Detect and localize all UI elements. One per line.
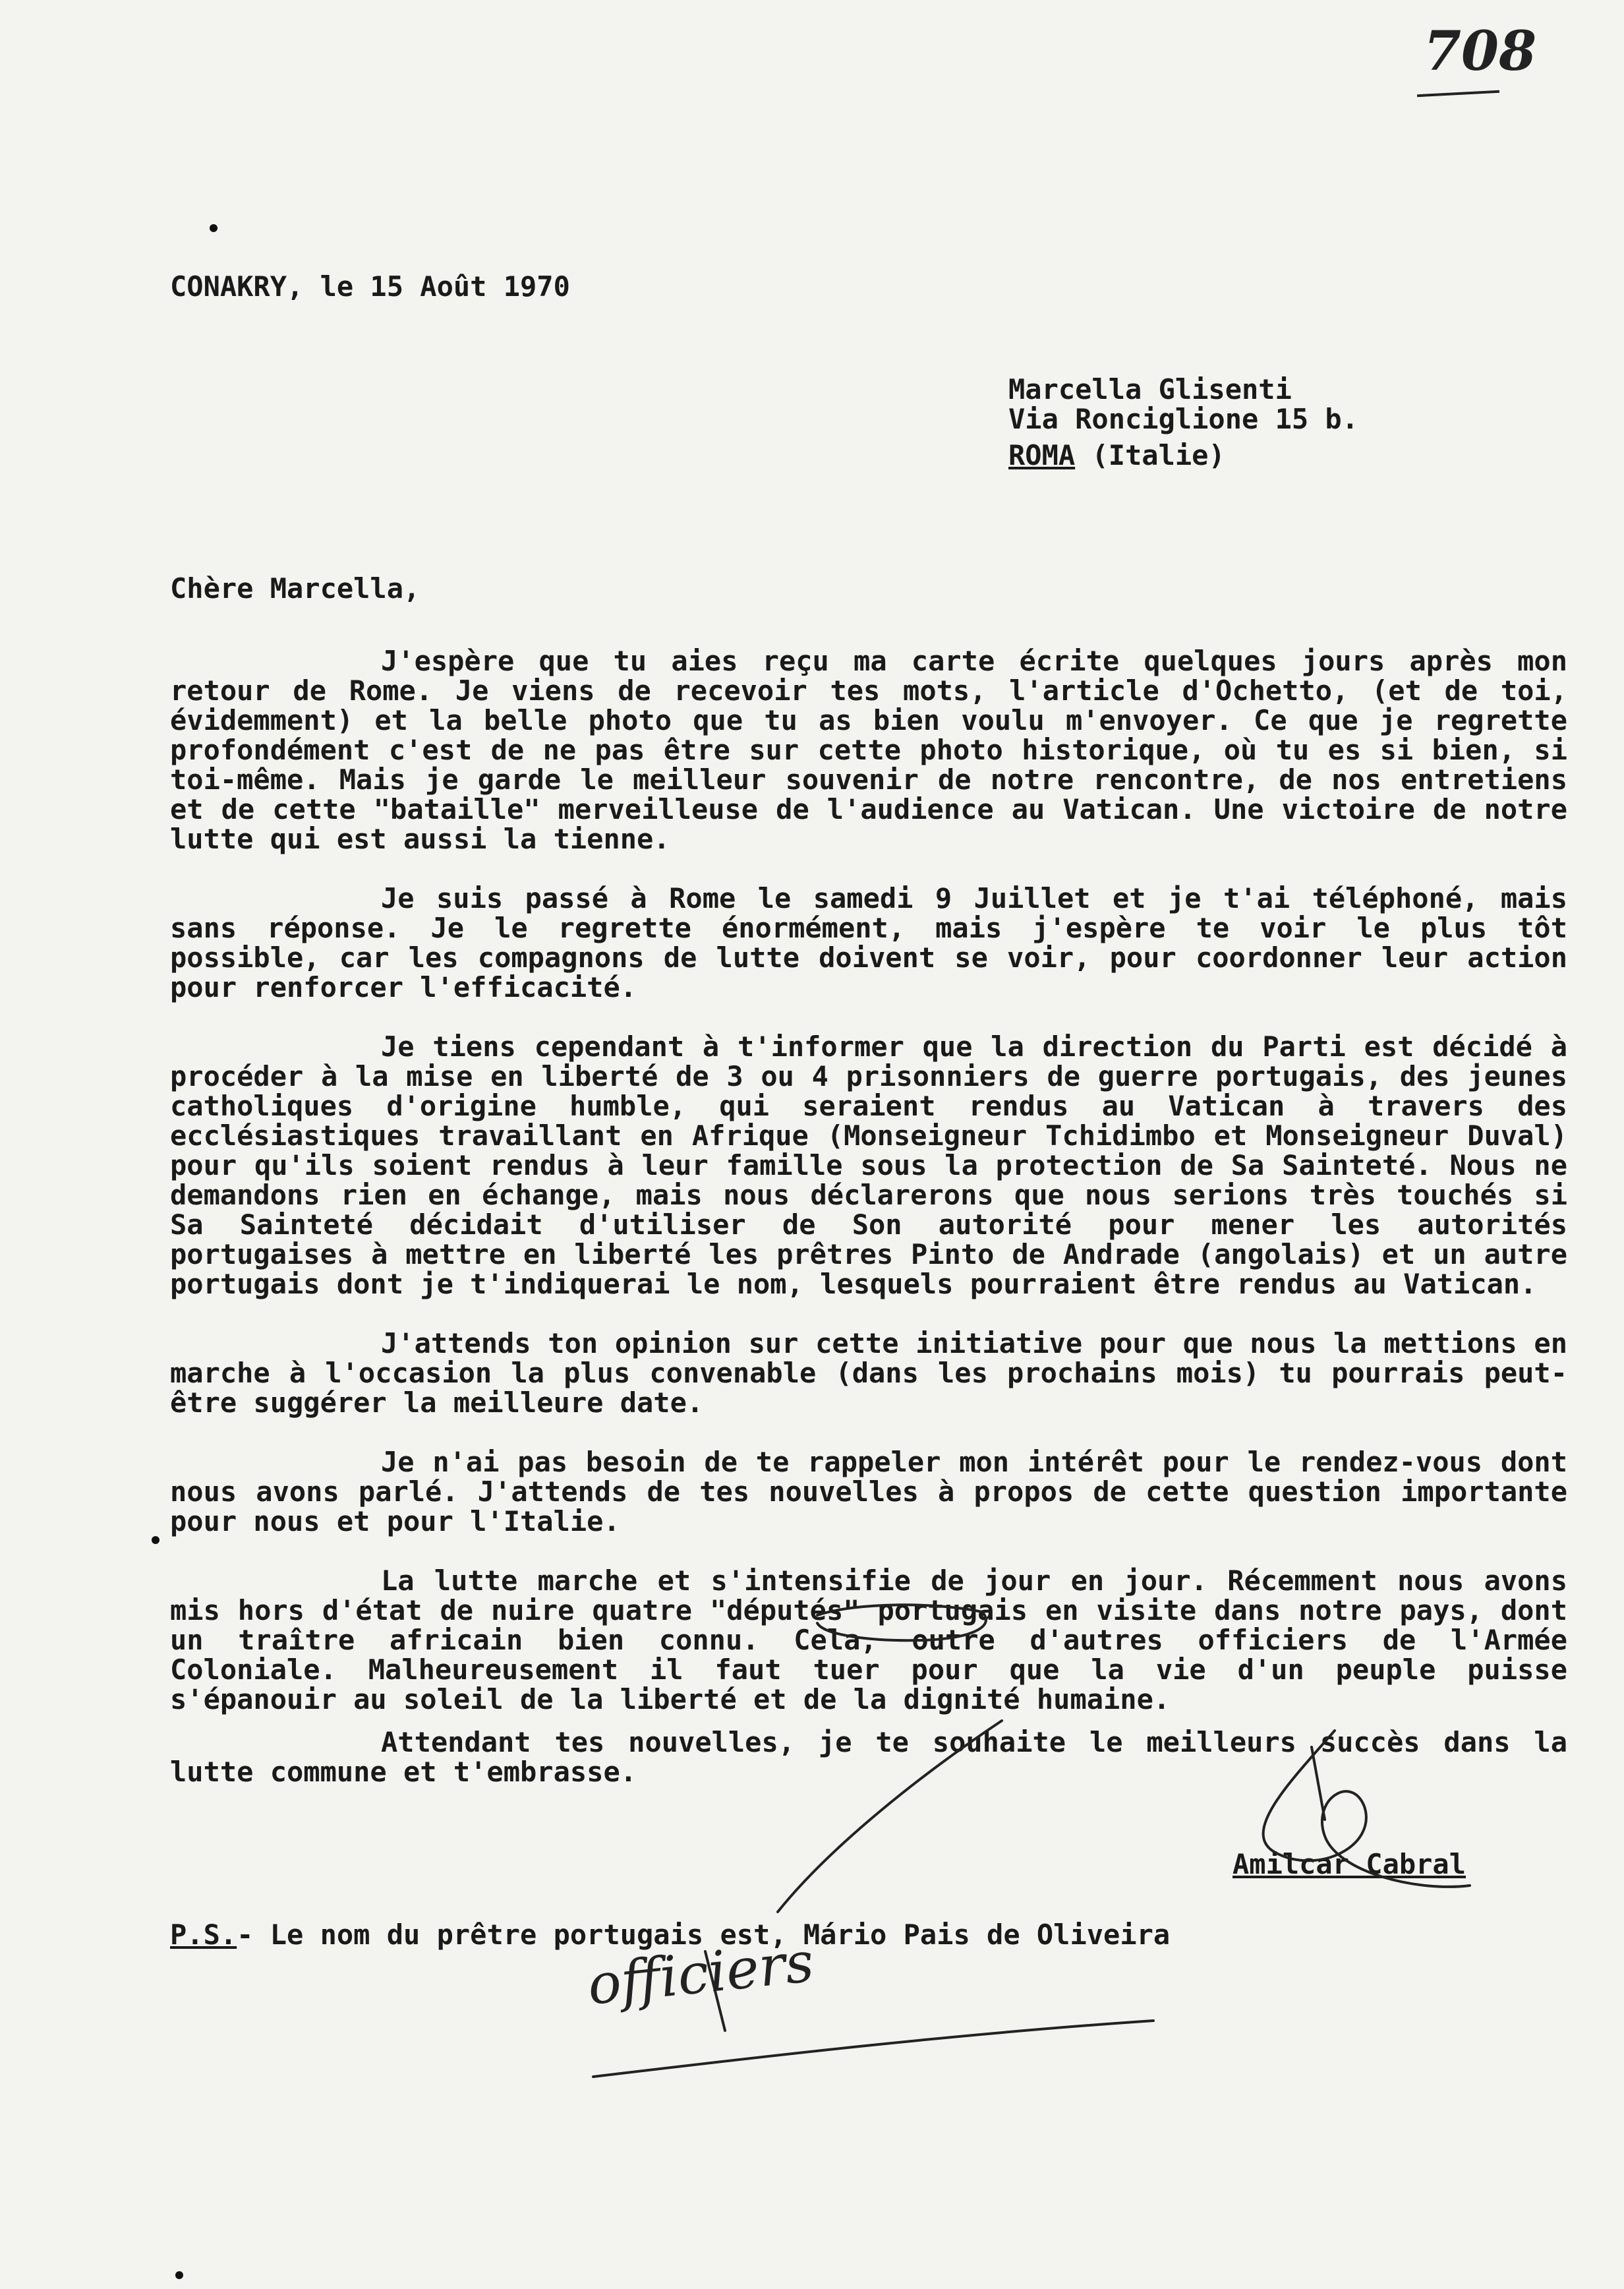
folio-number: 708: [1424, 20, 1537, 83]
folio-underline: [1417, 90, 1499, 98]
letter-body: [170, 646, 1567, 1744]
dateline: CONAKRY, le 15 Août 1970: [170, 270, 570, 303]
ink-speck: [175, 2271, 183, 2279]
paragraph-1: J'espère que tu aies reçu ma carte écrite quelques jours après mon retour de Rome. Je viens de recevoir tes mots, l'article d'Ochetto, (et de toi, évidemment) et la belle photo que tu as bien voulu m'envoyer. Ce que je regrette profondément c'est de ne pas être sur cette photo historique, où tu es si bien, si toi-même. Mais je garde le meilleur souvenir de notre rencontre, de nos entretiens et de cette "bataille" merveilleuse de l'audience au Vatican. Une victoire de notre lutte qui est aussi la tienne.: [170, 645, 1567, 855]
paragraph-3: Je tiens cependant à t'informer que la direction du Parti est décidé à procéder à la mise en liberté de 3 ou 4 prisonniers de guerre portugais, des jeunes catholiques d'origine humble, qui seraient rendus au Vatican à travers des ecclésiastiques travaillant en Afrique (Monseigneur Tchidimbo et Monseigneur Duval) pour qu'ils soient rendus à leur famille sous la protection de Sa Sainteté. Nous ne demandons rien en échange, mais nous déclarerons que nous serions très touchés si Sa Sainteté décidait d'utiliser de Son autorité pour mener les autorités portugaises à mettre en liberté les prêtres Pinto de Andrade (angolais) et un autre portugais dont je t'indiquerai le nom, lesquels pourraient être rendus au Vatican.: [170, 1030, 1567, 1300]
ink-speck: [152, 1536, 160, 1544]
salutation: Chère Marcella,: [170, 572, 420, 605]
paragraph-6: La lutte marche et s'intensifie de jour en jour. Récemment nous avons mis hors d'état de nuire quatre "députés" portugais en visite dans notre pays, dont un traître africain bien connu. Cela, outre d'autres officiers de l'Armée Coloniale. Malheureusement il faut tuer pour que la vie d'un peuple puisse s'épanouir au soleil de la liberté et de la dignité humaine.: [170, 1564, 1567, 1715]
paragraph-4: J'attends ton opinion sur cette initiative pour que nous la mettions en marche à l'occasion la plus convenable (dans les prochains mois) tu pourrais peut-être suggérer la meilleure date.: [170, 1327, 1567, 1419]
postscript: [170, 1920, 1170, 1949]
closing-text: Attendant tes nouvelles, je te souhaite le meilleurs succès dans la lutte commune et t'embrasse.: [170, 1726, 1567, 1788]
underline-stroke: [593, 2021, 1153, 2077]
recipient-name: Marcella Glisenti: [1008, 373, 1292, 405]
signature-name: Amilcar Cabral: [1232, 1848, 1466, 1880]
recipient-city-line: [1008, 440, 1225, 470]
recipient-country: (Italie): [1075, 439, 1225, 471]
pen-tick: [705, 1951, 725, 2031]
recipient-city: ROMA: [1008, 439, 1076, 471]
ink-speck: [210, 224, 218, 232]
postscript-text: - Le nom du prêtre portugais est, Mário Pais de Oliveira: [237, 1918, 1171, 1951]
handwritten-annotation: officiers: [584, 1929, 817, 2017]
postscript-label: P.S.: [170, 1918, 237, 1951]
closing: [170, 1727, 1567, 1787]
paragraph-5: Je n'ai pas besoin de te rappeler mon intérêt pour le rendez-vous dont nous avons parlé. J'attends de tes nouvelles à propos de cette question importante pour nous et pour l'Italie.: [170, 1446, 1567, 1537]
paragraph-2: Je suis passé à Rome le samedi 9 Juillet et je t'ai téléphoné, mais sans réponse. Je le regrette énormément, mais j'espère te voir le plus tôt possible, car les compagnons de lutte doivent se voir, pour coordonner leur action pour renforcer l'efficacité.: [170, 882, 1567, 1003]
recipient-street: Via Ronciglione 15 b.: [1008, 403, 1359, 435]
